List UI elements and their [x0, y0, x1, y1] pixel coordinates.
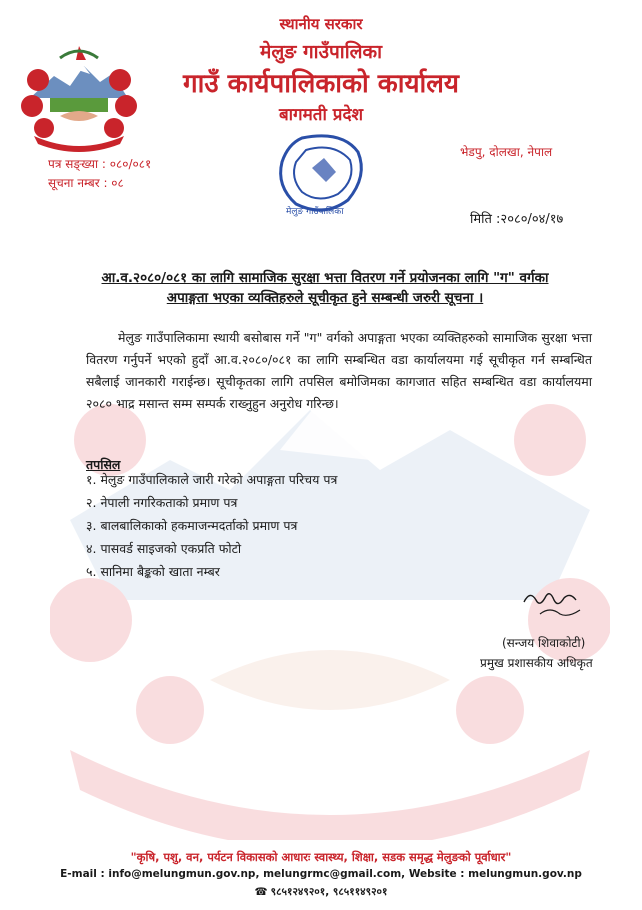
list-item: ३. बालबालिकाको हकमाजन्मदर्ताको प्रमाण पत्र — [86, 518, 298, 533]
header-line-municipality: मेलुङ गाउँपालिका — [259, 41, 383, 63]
letter-number: पत्र सङ्ख्या : ०८०/०८१ — [48, 157, 152, 171]
list-item: ५. सानिमा बैङ्कको खाता नम्बर — [86, 564, 220, 579]
document-list — [86, 468, 337, 583]
stamp-text: मेलुङ गाउँपालिका — [286, 207, 344, 217]
handwritten-signature — [520, 588, 590, 620]
subject-line-2: अपाङ्गता भएका व्यक्तिहरुले सूचीकृत हुने सम्बन्धी जरुरी सूचना । — [166, 290, 484, 306]
notice-date: मिति :२०८०/०४/१७ — [470, 212, 564, 227]
list-item: २. नेपाली नगरिकताको प्रमाण पत्र — [86, 495, 238, 510]
notice-subject — [60, 268, 590, 308]
header-line-office: गाउँ कार्यपालिकाको कार्यालय — [183, 69, 459, 99]
list-title: तपसिल — [86, 457, 121, 472]
footer-phone — [0, 885, 642, 899]
signatory-title: प्रमुख प्रशासकीय अधिकृत — [480, 656, 593, 670]
header-line-province: बागमती प्रदेश — [278, 105, 364, 125]
list-item: ४. पासवर्ड साइजको एकप्रति फोटो — [86, 541, 242, 556]
phone-icon: ☎ — [254, 886, 268, 898]
footer-slogan: "कृषि, पशु, वन, पर्यटन विकासको आधारः स्वास्थ्य, शिक्षा, सडक समृद्ध मेलुङको पूर्वाधार" — [130, 850, 512, 864]
notice-number: सूचना नम्बर : ०८ — [48, 176, 124, 190]
subject-line-1: आ.व.२०८०/०८१ का लागि सामाजिक सुरक्षा भत्ता वितरण गर्ने प्रयोजनका लागि "ग" वर्गका — [101, 270, 549, 286]
list-item: १. मेलुङ गाउँपालिकाले जारी गरेको अपाङ्गता परिचय पत्र — [86, 472, 338, 487]
footer-contact: E-mail : info@melungmun.gov.np, melungrmc@gmail.com, Website : melungmun.gov.np — [60, 868, 582, 880]
official-stamp — [272, 128, 372, 220]
notice-body: मेलुङ गाउँपालिकामा स्थायी बसोबास गर्ने "ग" वर्गको अपाङ्गता भएका व्यक्तिहरुको सामाजिक सुरक्षा भत्ता वितरण गर्नुपर्ने भएको हुदाँ आ.व.२०८०/०८१ का लागि सम्बन्धित वडा कार्यालयमा गई सूचीकृत गर्न सम्बन्धित सबैलाई जानकारी गराईन्छ। सूचीकृतका लागि तपसिल बमोजिमका कागजात सहित सम्बन्धित वडा कार्यालयमा २०८० भाद्र मसान्त सम्म सम्पर्क राख्नुहुन अनुरोध गरिन्छ। — [86, 330, 592, 411]
phone-numbers: ९८५१२४९२०१, ९८५११४९२०१ — [270, 886, 388, 898]
signatory-name: (सन्जय शिवाकोटी) — [502, 636, 586, 650]
office-address: भेडपु, दोलखा, नेपाल — [460, 145, 553, 159]
header-line-local-government: स्थानीय सरकार — [279, 15, 363, 33]
